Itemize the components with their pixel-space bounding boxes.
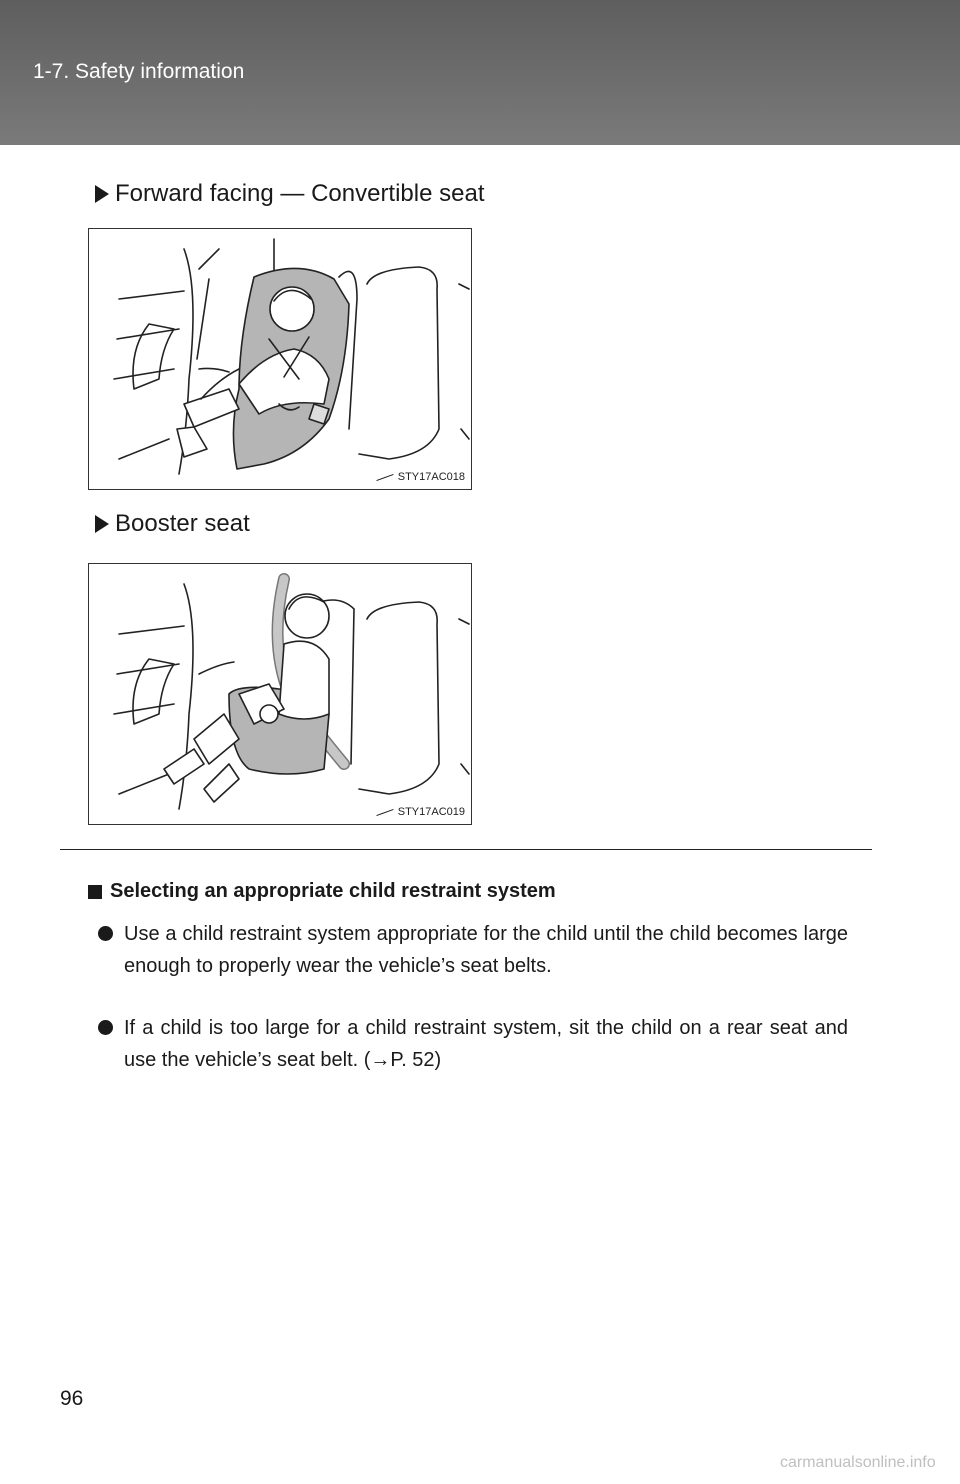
- figure-code: STY17AC019: [376, 806, 465, 818]
- figure-caption-convertible: [95, 180, 485, 208]
- booster-seat-drawing: [89, 564, 472, 825]
- triangle-bullet-icon: [95, 515, 109, 533]
- bullet-text: Use a child restraint system appropriate for the child until the child becomes large enough to properly wear the vehicle’s seat belts.: [124, 923, 848, 977]
- section-title-header: 1-7. Safety information: [33, 60, 245, 83]
- watermark: carmanualsonline.info: [780, 1454, 936, 1471]
- note-title: Selecting an appropriate child restraint system: [110, 880, 556, 902]
- triangle-bullet-icon: [95, 185, 109, 203]
- square-bullet-icon: [88, 885, 102, 899]
- figure-code: STY17AC018: [376, 471, 465, 483]
- section-divider: [60, 849, 872, 850]
- page-number: 96: [60, 1387, 84, 1410]
- note-bullet-1: [98, 918, 848, 982]
- note-bullet-2: [98, 1012, 848, 1076]
- caption-text: Booster seat: [115, 510, 250, 537]
- page-header: [0, 0, 960, 145]
- bullet-text: If a child is too large for a child restraint system, sit the child on a rear seat and use the vehicle’s seat belt. (→P. 52): [124, 1017, 848, 1071]
- illustration-booster-seat: [88, 563, 472, 825]
- illustration-convertible-seat: [88, 228, 472, 490]
- circle-bullet-icon: [98, 926, 113, 941]
- figure-caption-booster: [95, 510, 250, 538]
- caption-text: Forward facing — Convertible seat: [115, 180, 485, 207]
- note-heading: [88, 880, 556, 903]
- circle-bullet-icon: [98, 1020, 113, 1035]
- convertible-seat-drawing: [89, 229, 472, 490]
